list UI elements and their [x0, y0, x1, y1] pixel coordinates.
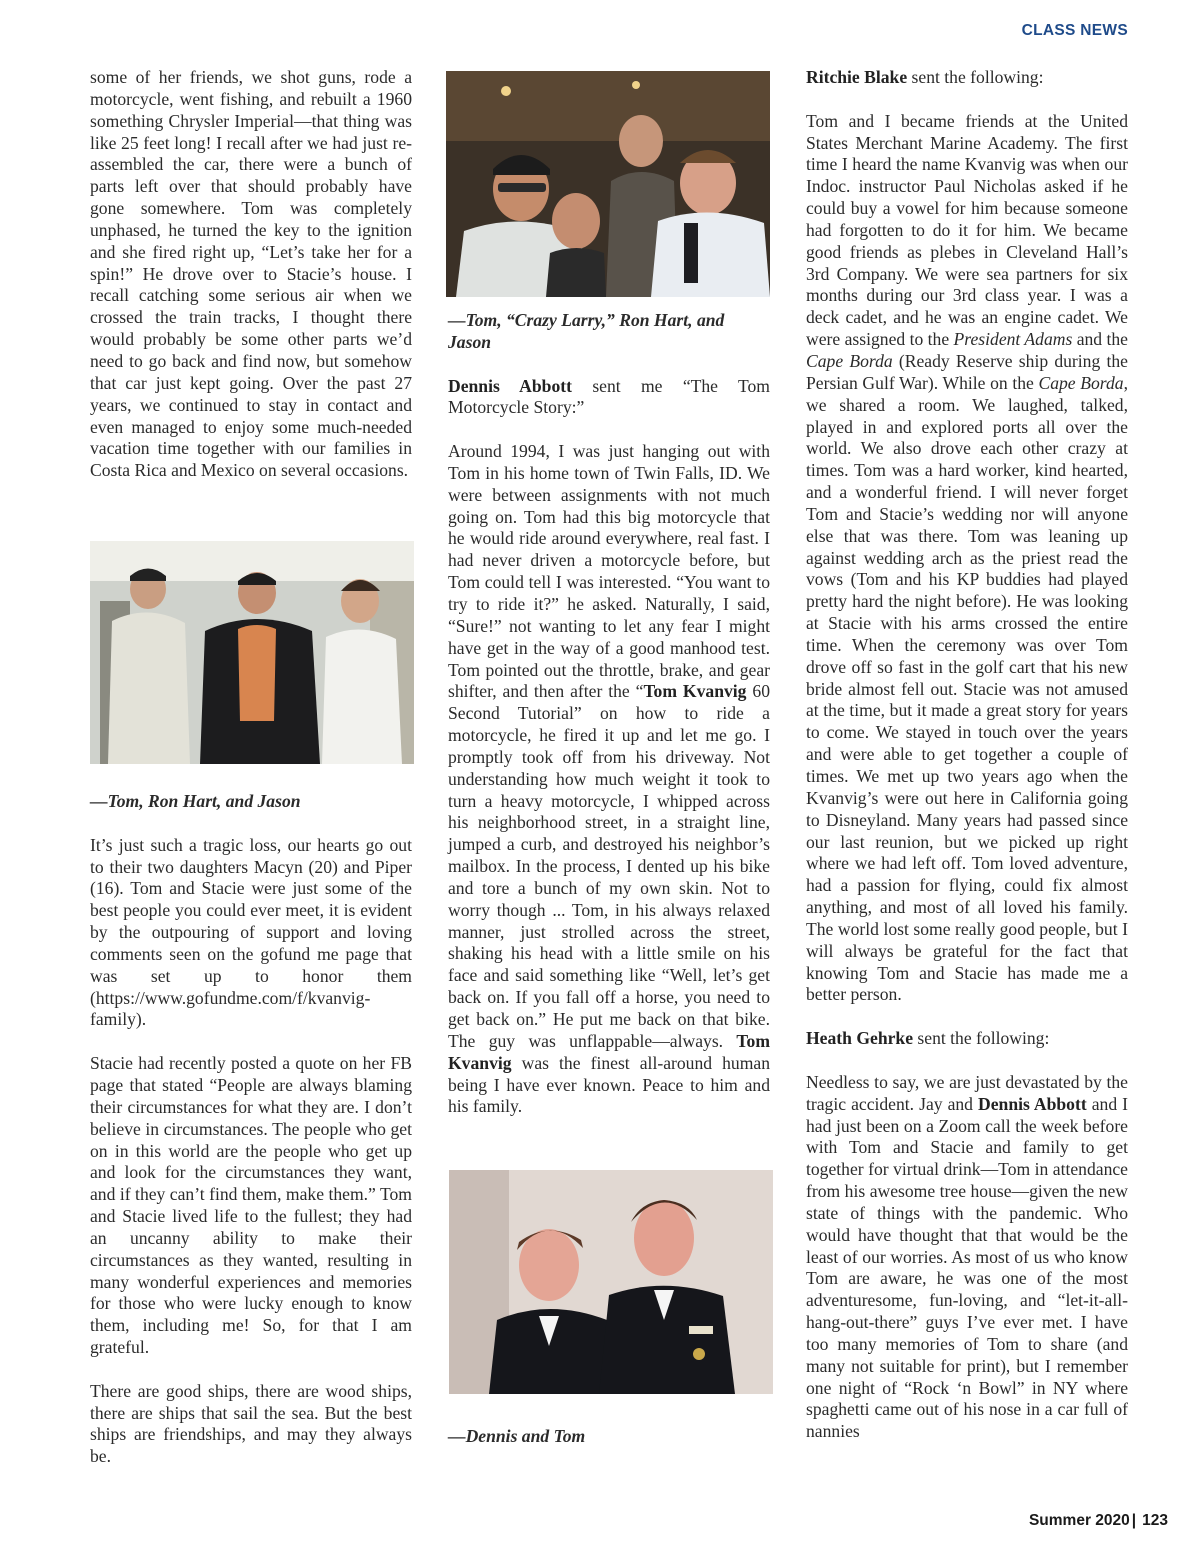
column-1 [90, 67, 412, 482]
photo-tom-ron-jason [90, 541, 414, 764]
text-run: , we shared a room. We laughed, talked, played in and explored ports all over the world. We also drove each other crazy at times. Tom was a hard worker, kind hearted, and a wonderful friend. I will never forget Tom and Stacie’s wedding nor will anyone else that was there. Tom was leaning up against wedding arch as the priest read the vows (Tom and his KP buddies had played pretty hard the night before). He was looking at Stacie with his arms crossed the entire time. When the ceremony was over Tom drove off so fast in the golf cart that his new bride almost fell out. Stacie was not amused at the time, but it made a great story for years to come. We stayed in touch over the years and were able to get together a couple of times. We met up two years ago when the Kvanvig’s were out here in California going to Disneyland. Many years had passed since our last reunion, but we picked up right where we had left off. Tom loved adventure, had a passion for flying, could fix almost anything, and most of all loved his family. The world lost some really good people, but I will always be grateful for the fact that knowing Tom and Stacie has made me a better person. [806, 372, 1128, 1005]
bold-name: Tom Kvanvig [643, 681, 747, 702]
intro-text: sent the following: [907, 67, 1044, 87]
page-number: 123 [1142, 1512, 1168, 1529]
column-2 [448, 310, 770, 1118]
column-3 [806, 67, 1128, 1443]
paragraph: It’s just such a tragic loss, our hearts go out to their two daughters Macyn (20) and Piper (16). Tom and Stacie were just some of the best people you could ever meet, it is evident by the outpouring of support and loving comments seen on the gofund me page that was set up to honor them (https://www.gofundme.com/f/kvanvig-family). [90, 834, 412, 1030]
paragraph [806, 1072, 1128, 1443]
text-run: Needless to say, we are just devastated by the tragic accident. Jay and [806, 1071, 1128, 1114]
text-run: 60 Second Tutorial” on how to ride a motorcycle, he fired it up and let me go. I promptly took off from his driveway. Not understanding how much weight it took to turn a heavy motorcycle, I whipped across his neighborhood street, in a straight line, jumped a curb, and destroyed his neighbor’s mailbox. In the process, I dented up his bike and tore a bunch of my own skin. Not to worry though ... Tom, in his always relaxed manner, just strolled across the street, shaking his head with a little smile on his face and said something like “Well, let’s get back on. If you fall off a horse, you need to get back on.” He put me back on that bike. The guy was unflappable—always. [448, 681, 770, 1051]
paragraph [806, 1028, 1128, 1050]
bold-name: Dennis Abbott [978, 1093, 1087, 1114]
photo-caption: —Tom, “Crazy Larry,” Ron Hart, and Jason [448, 310, 725, 352]
ship-name: Cape Borda [1038, 372, 1124, 393]
paragraph: some of her friends, we shot guns, rode a motorcycle, went fishing, and rebuilt a 1960 something Chrysler Imperial—that thing was like 25 feet long! I recall after we had just re-assembled the car, there were a bunch of parts left over that should probably have gone somewhere. Tom was completely unphased, he turned the key to the ignition and she fired right up, “Let’s take her for a spin!” He drove over to Stacie’s house. I recall catching some serious air when we crossed the train tracks, I thought there would probably be some other parts we’d need to go back and find now, but somehow that car just kept going. Over the past 27 years, we continued to stay in contact and even managed to enjoy some much-needed vacation time together with our families in Costa Rica and Mexico on several occasions. [90, 67, 412, 481]
photo-caption: —Dennis and Tom [448, 1426, 586, 1446]
text-run: (Ready Reserve ship during the Persian Gulf War). While on the [806, 350, 1128, 393]
intro-text: sent me “The Tom Motorcycle Story:” [448, 375, 770, 418]
ship-name: Cape Borda [806, 350, 893, 371]
paragraph [448, 441, 770, 1118]
paragraph: Stacie had recently posted a quote on her FB page that stated “People are always blaming their circumstances for what they are. I don’t believe in circumstances. The people who get on in this world are the people who get up and look for the circumstances they want, and if they can’t find them, make them.” Tom and Stacie lived life to the fullest; they had an uncanny ability to make their circumstances as they wanted, resulting in many wonderful experiences and memories for those who were lucky enough to know them, including me! So, for that I am grateful. [90, 1053, 412, 1358]
bold-name: Tom Kvanvig [448, 1030, 770, 1073]
contributor-name: Ritchie Blake [806, 67, 908, 87]
contributor-name: Dennis Abbott [448, 375, 572, 396]
intro-text: sent the following: [913, 1028, 1050, 1049]
text-run: and the [1072, 329, 1128, 350]
footer-separator: | [1131, 1512, 1137, 1529]
photo-dennis-and-tom [449, 1170, 773, 1394]
paragraph [806, 67, 1128, 89]
text-run: was the finest all-around human being I have ever known. Peace to him and his family. [448, 1052, 770, 1117]
photo-caption: —Tom, Ron Hart, and Jason [90, 791, 301, 811]
paragraph [806, 111, 1128, 1007]
column-2-lower [448, 1426, 770, 1448]
photo-tom-larry-ron-jason [446, 71, 770, 297]
text-run: Around 1994, I was just hanging out with Tom in his home town of Twin Falls, ID. We were between assignments with not much going on. Tom had this big motorcycle that he would ride around everywhere, real fast. I had never driven a motorcycle before, but Tom could tell I was interested. “You want to try to ride it?” he asked. Naturally, I said, “Sure!” not wanting to let any fear I might have get in the way of a good manhood test. Tom pointed out the throttle, brake, and gear shifter, and then after the “ [448, 441, 770, 702]
text-run: and I had just been on a Zoom call the week before with Tom and Stacie and family to get together for virtual drink—Tom in attendance from his awesome tree house—given the new state of things with the pandemic. Who would have thought that that would be the least of our worries. As most of us who know Tom are aware, he was one of the most adventuresome, fun-loving, and “let-it-all-hang-out-there” guys I’ve ever met. I have too many memories of Tom to share (and many not suitable for print), but I remember one night of “Rock ‘n Bowl” in NY where spaghetti came out of his nose in a car full of nannies [806, 1093, 1128, 1442]
ship-name: President Adams [953, 329, 1073, 350]
paragraph [448, 376, 770, 420]
contributor-name: Heath Gehrke [806, 1028, 914, 1049]
section-label: CLASS NEWS [1021, 22, 1128, 39]
text-run: Tom and I became friends at the United States Merchant Marine Academy. The first time I heard the name Kvanvig was when our Indoc. instructor Paul Nicholas asked if he could buy a vowel for him because someone had forgotten to do it for him. We became good friends as plebes in Cleveland Hall’s 3rd Company. We were sea partners for six months during our 3rd class year. I was a deck cadet, and he was an engine cadet. We were assigned to the [806, 110, 1128, 350]
column-1-lower [90, 791, 412, 1468]
paragraph: There are good ships, there are wood ships, there are ships that sail the sea. But the best ships are friendships, and may they always be. [90, 1380, 412, 1467]
issue-label: Summer 2020 [1028, 1512, 1130, 1529]
page-footer [1029, 1512, 1168, 1530]
